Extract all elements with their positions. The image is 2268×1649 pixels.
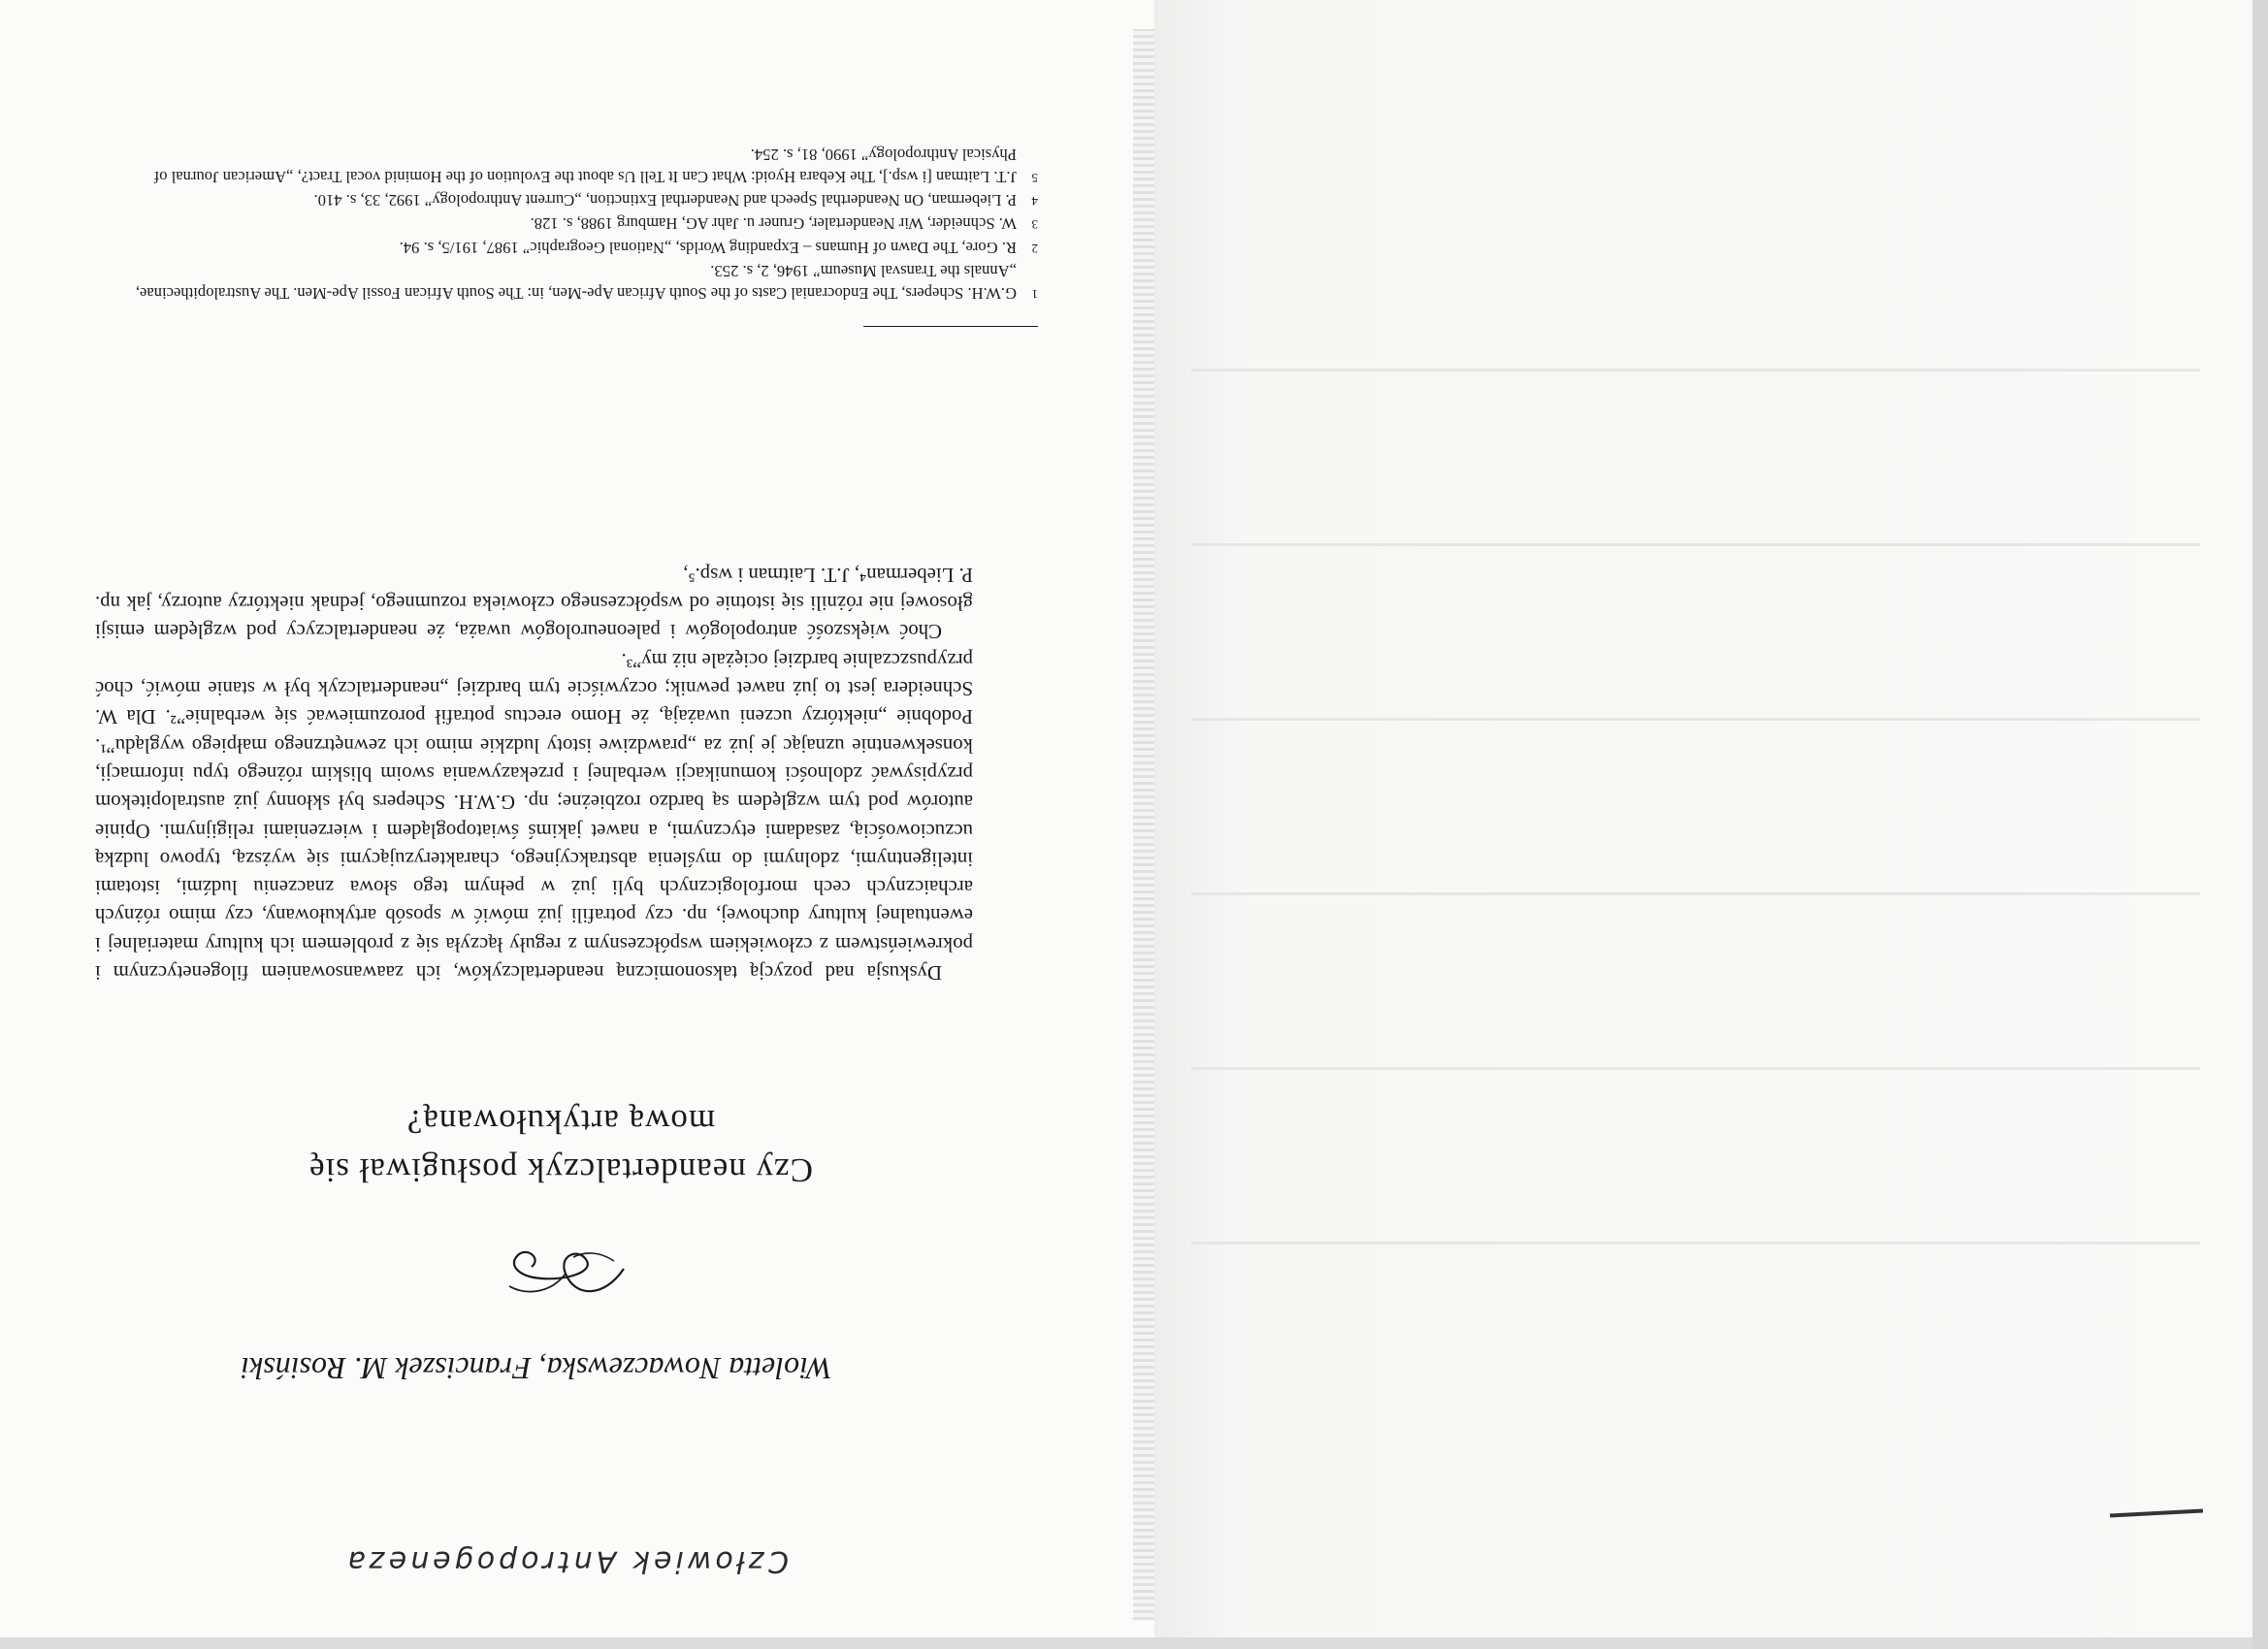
facing-page-show-through <box>1154 0 2268 1649</box>
footnote-text: R. Gore, The Dawn of Humans – Expanding Worlds, „National Geographic” 1987, 191/5, s. 94. <box>399 238 1017 257</box>
flourish-ornament-icon <box>498 1240 633 1308</box>
footnote-number: 1 <box>1031 287 1038 302</box>
book-gutter <box>1133 29 1154 1620</box>
footnote <box>97 236 1038 259</box>
footnotes <box>97 144 1038 306</box>
footnote-text: W. Schneider, Wir Neandertaler, Gruner u. Jahr AG, Hamburg 1988, s. 128. <box>530 214 1017 234</box>
article-authors: Wioletta Nowaczewska, Franciszek M. Rosiński <box>241 1351 832 1386</box>
article-title-line: mową artykułowaną? <box>405 1103 716 1141</box>
article-title-line: Czy neandertalczyk posługiwał się <box>308 1151 813 1189</box>
show-through-line <box>1191 1242 2200 1245</box>
footnote-text: J.T. Laitman [i wsp.], The Kebara Hyoid: What Can It Tell Us about the Evolution of the Hominid vocal Tract?, „American Journal of Physical Anthropology” 1990, 81, s. 254. <box>153 145 1017 186</box>
handwritten-note: Człowiek Antropogeneza <box>343 1544 789 1578</box>
body-paragraph: Choć większość antropologów i paleoneurologów uważa, że neandertalczycy pod względem emisji głosowej nie różnili się istotnie od współczesnego człowieka rozumnego, jednak niektórzy autorzy, jak np. P. Lieberman⁴, J.T. Laitman i wsp.⁵, <box>95 563 973 643</box>
footnote-number: 2 <box>1031 241 1038 256</box>
footnote-number: 3 <box>1031 217 1038 233</box>
footnote-text: G.W.H. Schepers, The Endocranial Casts of the South African Ape-Men, in: The South African Fossil Ape-Men. The Australopithecinae, „Annals the Transval Museum” 1946, 2, s. 253. <box>135 261 1017 303</box>
upside-down-page <box>0 0 1133 1649</box>
footnote <box>97 144 1038 189</box>
body-paragraph: Dyskusja nad pozycją taksonomiczną neandertalczyków, ich zaawansowaniem filogenetycznym i pokrewieństwem z człowiekiem współczesnym z reguły łączyła się z problemem ich kultury materialnej i ewentualnej kultury duchowej, np. czy potrafili już mówić w sposób artykułowany, czy mimo różnych archaicznych cech morfologicznych byli już w pełnym tego słowa znaczeniu ludźmi, istotami inteligentnymi, zdolnymi do myślenia abstrakcyjnego, charakteryzującymi się wyższą, typowo ludzką uczuciowością, zasadami etycznymi, a nawet jakimś światopoglądem i wierzeniami religijnymi. Opinie autorów pod tym względem są bardzo rozbieżne; np. G.W.H. Schepers był skłonny już australopitekom przypisywać zdolności komunikacji werbalnej i przekazywania swoim bliskim różnego typu informacji, konsekwentnie uznając je już za „prawdziwe istoty ludzkie mimo ich zewnętrznego małpiego wyglądu”¹. Podobnie „niektórzy uczeni uważają, że Homo erectus potrafił porozumiewać się werbalnie”². Dla W. Schneidera jest to już nawet pewnik; oczywiście tym bardziej „neandertalczyk był w stanie mówić, choć przypuszczalnie bardziej ociężale niż my”³. <box>95 648 973 984</box>
show-through-line <box>1191 543 2200 546</box>
article-title <box>211 1097 910 1194</box>
footnote-number: 4 <box>1031 194 1038 210</box>
footnote <box>97 212 1038 236</box>
footnote-number: 5 <box>1031 170 1038 185</box>
article-body <box>95 561 973 986</box>
show-through-line <box>1191 369 2200 372</box>
show-through-line <box>1191 1067 2200 1070</box>
footnote <box>97 260 1038 306</box>
show-through-line <box>1191 892 2200 895</box>
page-edge <box>2252 0 2268 1649</box>
footnote-separator <box>863 326 1038 327</box>
footnote <box>97 189 1038 212</box>
show-through-line <box>1191 718 2200 721</box>
footnote-text: P. Lieberman, On Neanderthal Speech and Neanderthal Extinction, „Current Anthropology” 1992, 33, s. 410. <box>313 191 1017 210</box>
